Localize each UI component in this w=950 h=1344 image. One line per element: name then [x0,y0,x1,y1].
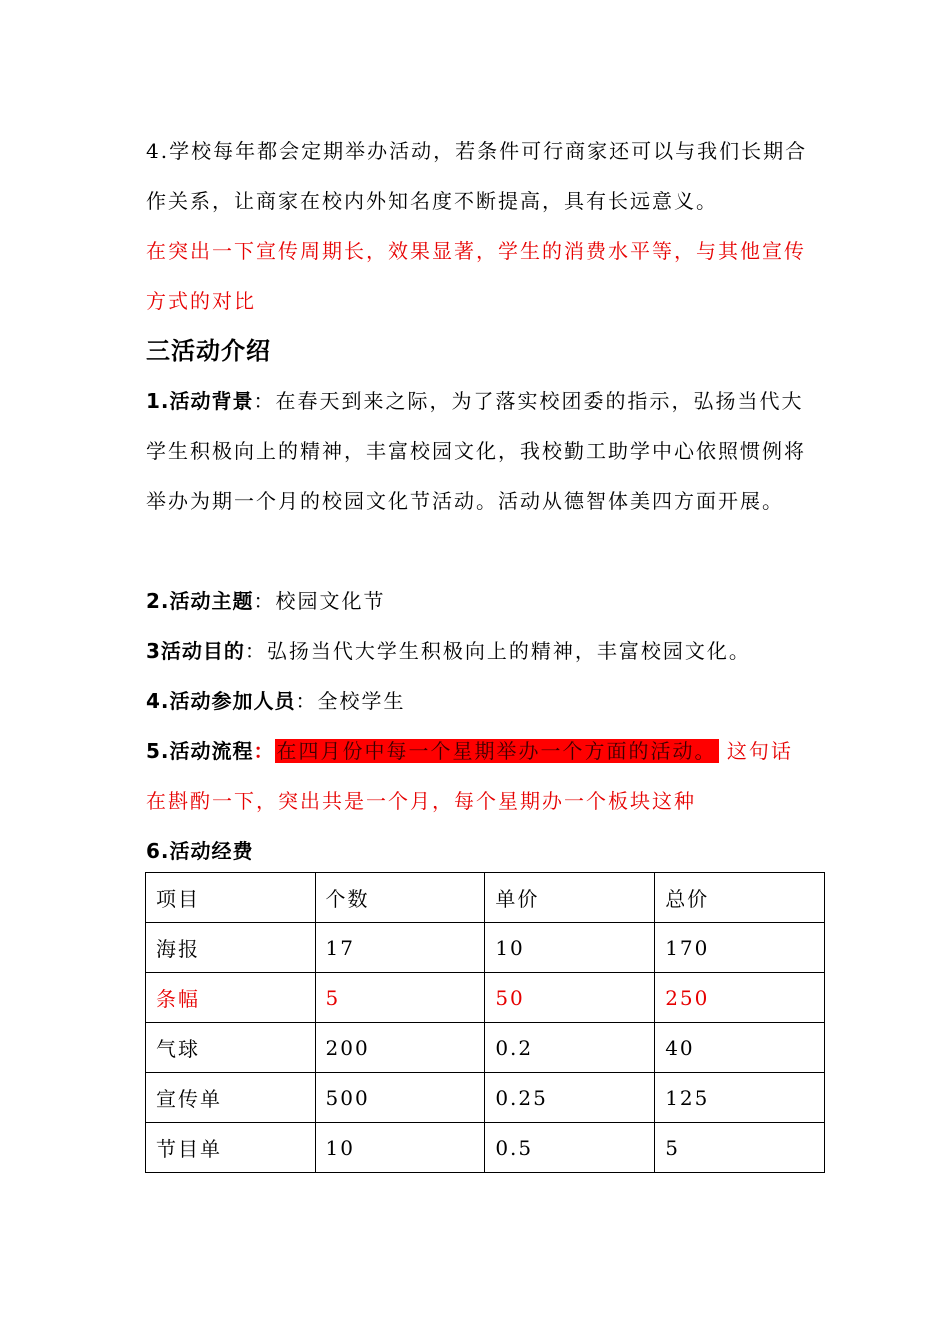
participants-text: ：全校学生 [295,689,406,713]
purpose-label: 3活动目的 [146,639,245,663]
item-fees [146,826,810,876]
table-cell: 170 [655,923,825,973]
theme-label: 2.活动主题 [146,589,254,613]
table-cell: 0.25 [485,1073,655,1123]
fees-label: 6.活动经费 [146,839,254,863]
table-cell: 10 [315,1123,485,1173]
paragraph-4: 4.学校每年都会定期举办活动，若条件可行商家还可以与我们长期合作关系，让商家在校内外知名度不断提高，具有长远意义。 [146,139,808,213]
item-background [146,376,810,526]
table-row [146,1073,825,1123]
table-cell: 40 [655,1023,825,1073]
table-header-cell: 总价 [655,873,825,923]
table-row [146,1123,825,1173]
table-row [146,1023,825,1073]
participants-label: 4.活动参加人员 [146,689,296,713]
theme-text: ：校园文化节 [253,589,386,613]
background-text: ：在春天到来之际，为了落实校团委的指示，弘扬当代大学生积极向上的精神，丰富校园文化，我校勤工助学中心依照惯例将举办为期一个月的校园文化节活动。活动从德智体美四方面开展。 [146,389,806,513]
table-cell: 125 [655,1073,825,1123]
purpose-text: ：弘扬当代大学生积极向上的精神，丰富校园文化。 [244,639,751,663]
table-cell: 0.5 [485,1123,655,1173]
table-cell: 节目单 [146,1123,316,1173]
annotation-note-1: 在突出一下宣传周期长，效果显著，学生的消费水平等，与其他宣传方式的对比 [146,239,806,313]
item-participants [146,676,810,726]
section-heading: 三活动介绍 [146,337,271,365]
item-theme [146,576,810,626]
table-cell: 条幅 [146,973,316,1023]
table-row-highlighted [146,973,825,1023]
table-cell: 17 [315,923,485,973]
table-cell: 宣传单 [146,1073,316,1123]
table-cell: 海报 [146,923,316,973]
background-label: 1.活动背景 [146,389,254,413]
table-cell: 0.2 [485,1023,655,1073]
table-header-cell: 项目 [146,873,316,923]
table-cell: 气球 [146,1023,316,1073]
table-header-cell: 个数 [315,873,485,923]
table-cell: 5 [655,1123,825,1173]
table-cell: 250 [655,973,825,1023]
table-cell: 10 [485,923,655,973]
fees-table [145,872,825,1173]
item-process [146,726,810,826]
table-header-row [146,873,825,923]
table-cell: 50 [485,973,655,1023]
process-colon: ： [253,739,275,763]
table-row [146,923,825,973]
item-purpose [146,626,810,676]
process-note: 这句话在斟酌一下，突出共是一个月，每个星期办一个板块这种 [146,739,793,813]
table-cell: 5 [315,973,485,1023]
table-header-cell: 单价 [485,873,655,923]
process-highlight: 在四月份中每一个星期举办一个方面的活动。 [276,739,717,763]
table-cell: 200 [315,1023,485,1073]
process-label: 5.活动流程 [146,739,254,763]
table-cell: 500 [315,1073,485,1123]
